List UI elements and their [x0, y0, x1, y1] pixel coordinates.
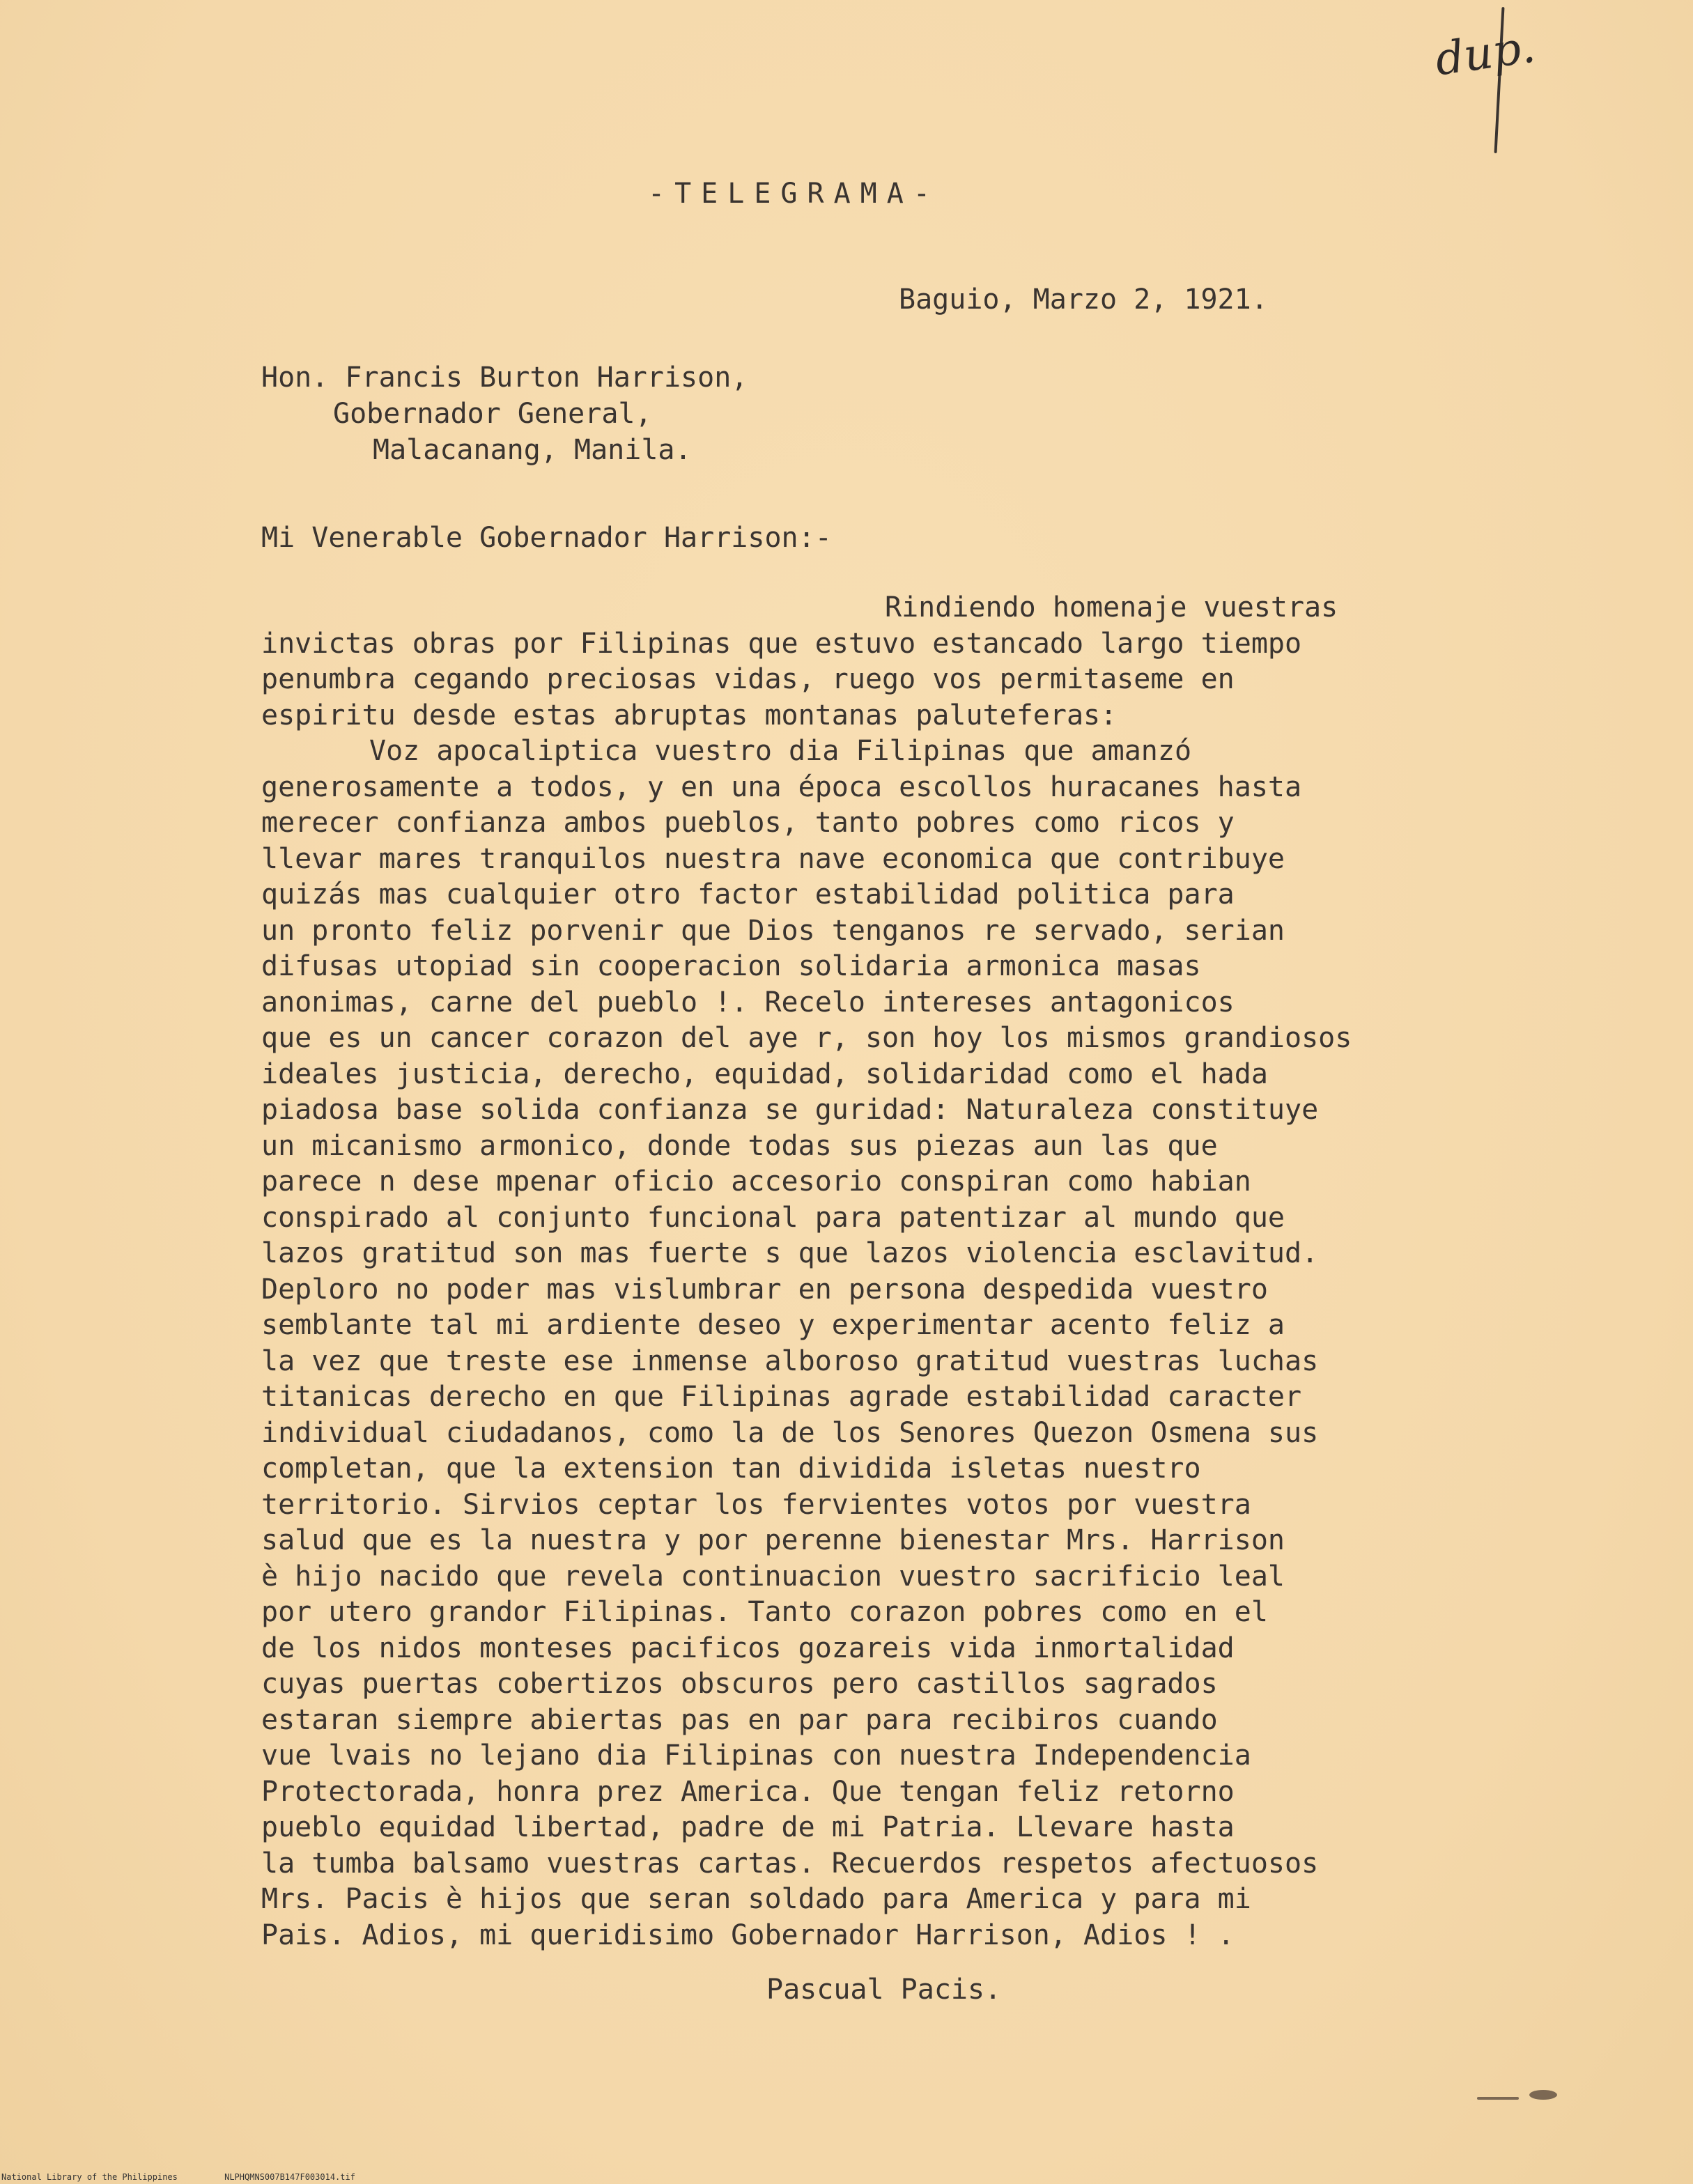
- salutation: Mi Venerable Gobernador Harrison:-: [261, 522, 832, 554]
- body-line: territorio. Sirvios ceptar los fervientes votos por vuestra: [261, 1488, 1251, 1521]
- body-line: pueblo equidad libertad, padre de mi Patria. Llevare hasta: [261, 1811, 1235, 1843]
- body-line: la vez que treste ese inmense alboroso gratitud vuestras luchas: [261, 1345, 1319, 1377]
- body-line: Rindiendo homenaje vuestras: [885, 591, 1338, 624]
- footer-institution: National Library of the Philippines: [1, 2172, 178, 2182]
- body-line: espiritu desde estas abruptas montanas paluteferas:: [261, 699, 1118, 731]
- body-line: conspirado al conjunto funcional para patentizar al mundo que: [261, 1201, 1285, 1234]
- body-line: completan, que la extension tan dividida isletas nuestro: [261, 1453, 1201, 1485]
- body-line: è hijo nacido que revela continuacion vuestro sacrificio leal: [261, 1560, 1285, 1593]
- body-line: penumbra cegando preciosas vidas, ruego vos permitaseme en: [261, 663, 1235, 695]
- address-line: Malacanang, Manila.: [373, 434, 692, 466]
- body-line: un pronto feliz porvenir que Dios tenganos re servado, serian: [261, 914, 1285, 947]
- body-line: estaran siempre abiertas pas en par para recibiros cuando: [261, 1703, 1218, 1736]
- address-line: Hon. Francis Burton Harrison,: [261, 362, 748, 394]
- body-line: Deploro no poder mas vislumbrar en persona despedida vuestro: [261, 1273, 1268, 1306]
- body-line: invictas obras por Filipinas que estuvo estancado largo tiempo: [261, 627, 1302, 660]
- body-line: que es un cancer corazon del aye r, son hoy los mismos grandiosos: [261, 1022, 1352, 1054]
- body-line: salud que es la nuestra y por perenne bienestar Mrs. Harrison: [261, 1524, 1285, 1556]
- body-line: Protectorada, honra prez America. Que tengan feliz retorno: [261, 1775, 1235, 1808]
- body-line: llevar mares tranquilos nuestra nave economica que contribuye: [261, 842, 1285, 875]
- ink-smudge: [1477, 2097, 1519, 2100]
- address-line: Gobernador General,: [333, 398, 652, 430]
- footer-file-id: NLPHQMNS007B147F003014.tif: [224, 2172, 355, 2182]
- body-line: anonimas, carne del pueblo !. Recelo intereses antagonicos: [261, 986, 1235, 1019]
- body-line: cuyas puertas cobertizos obscuros pero castillos sagrados: [261, 1668, 1218, 1700]
- document-title: -TELEGRAMA-: [648, 178, 940, 210]
- body-line: ideales justicia, derecho, equidad, solidaridad como el hada: [261, 1058, 1268, 1090]
- body-line: difusas utopiad sin cooperacion solidaria armonica masas: [261, 950, 1201, 982]
- body-line: lazos gratitud son mas fuerte s que lazos violencia esclavitud.: [261, 1237, 1319, 1269]
- body-line: generosamente a todos, y en una época escollos huracanes hasta: [261, 770, 1302, 803]
- handwritten-annotation: dup.: [1432, 21, 1538, 86]
- ink-smudge: [1529, 2090, 1557, 2100]
- body-line: vue lvais no lejano dia Filipinas con nuestra Independencia: [261, 1740, 1251, 1772]
- footer: [1, 2172, 397, 2182]
- body-line: semblante tal mi ardiente deseo y experimentar acento feliz a: [261, 1309, 1285, 1341]
- body-line: titanicas derecho en que Filipinas agrade estabilidad caracter: [261, 1381, 1302, 1413]
- body-line: Pais. Adios, mi queridisimo Gobernador Harrison, Adios ! .: [261, 1919, 1235, 1951]
- body-line: la tumba balsamo vuestras cartas. Recuerdos respetos afectuosos: [261, 1847, 1319, 1880]
- body-line: Mrs. Pacis è hijos que seran soldado para America y para mi: [261, 1883, 1251, 1915]
- body-line: parece n dese mpenar oficio accesorio conspiran como habian: [261, 1165, 1251, 1198]
- signature: Pascual Pacis.: [766, 1974, 1002, 2006]
- body-line: Voz apocaliptica vuestro dia Filipinas que amanzó: [369, 735, 1192, 767]
- body-line: individual ciudadanos, como la de los Senores Quezon Osmena sus: [261, 1416, 1319, 1449]
- body-line: por utero grandor Filipinas. Tanto corazon pobres como en el: [261, 1596, 1268, 1628]
- body-line: quizás mas cualquier otro factor estabilidad politica para: [261, 878, 1235, 911]
- place-date: Baguio, Marzo 2, 1921.: [899, 284, 1268, 316]
- body-line: de los nidos monteses pacificos gozareis vida inmortalidad: [261, 1632, 1235, 1664]
- body-line: un micanismo armonico, donde todas sus piezas aun las que: [261, 1129, 1218, 1162]
- body-line: merecer confianza ambos pueblos, tanto pobres como ricos y: [261, 807, 1235, 839]
- body-line: piadosa base solida confianza se guridad: Naturaleza constituye: [261, 1094, 1319, 1126]
